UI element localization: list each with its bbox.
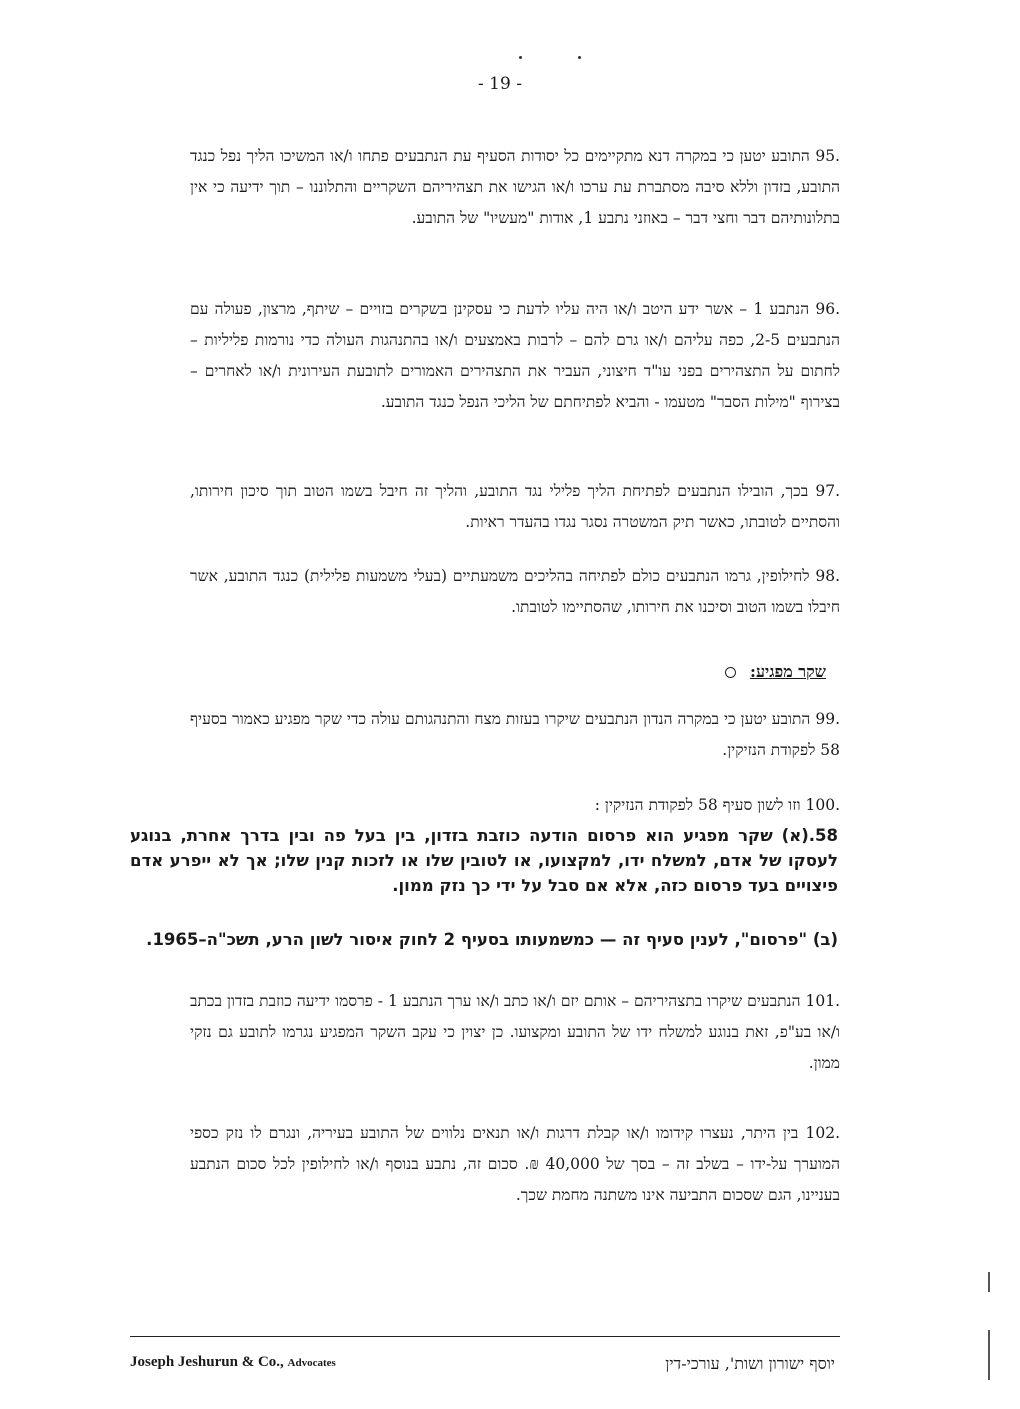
paragraph-99 <box>190 704 840 766</box>
paragraph-text: וזו לשון סעיף 58 לפקודת הנזיקין : <box>594 796 801 814</box>
paragraph-95 <box>190 141 840 234</box>
footer-firm-english <box>130 1354 336 1371</box>
paragraph-101 <box>190 986 840 1079</box>
paragraph-number: 97. <box>815 482 840 500</box>
scan-margin-mark <box>988 1272 990 1292</box>
paragraph-text: בין היתר, נעצרו קידומו ו/או קבלת דרגות ו/או תנאים נלווים של התובע בעיריה, ונגרם לו נזק כספי המוערך על-ידו – בשלב זה – בסך של 40,000 ₪. סכום זה, נתבע בנוסף ו/או לחילופין לכל סכום הנתבע בעניינו, הגם שסכום התביעה אינו משתנה מחמת שכך. <box>190 1124 840 1204</box>
paragraph-102 <box>190 1118 840 1211</box>
footer-firm-suffix: Advocates <box>287 1357 336 1369</box>
paragraph-number: 96. <box>815 300 840 318</box>
bullet-circle-icon <box>725 667 736 678</box>
paragraph-text: התובע יטען כי במקרה דנא מתקיימים כל יסודות הסעיף עת הנתבעים פתחו ו/או המשיכו הליך נפל כנגד התובע, בזדון וללא סיבה מסתברת עת ערכו ו/או הגישו את תצהיריהם השקריים והתלוננו – תוך ידיעה כי אין בתלונותיהם דבר וחצי דבר – באוזני נתבע 1, אודות "מעשיו" של התובע. <box>190 147 840 227</box>
page-number: - 19 - <box>478 74 522 94</box>
paragraph-96 <box>190 294 840 418</box>
footer-firm-name: Joseph Jeshurun & Co., <box>130 1354 284 1370</box>
scan-margin-mark <box>988 1330 990 1380</box>
paragraph-text: התובע יטען כי במקרה הנדון הנתבעים שיקרו בעזות מצח והתנהגותם עולה כדי שקר מפגיע כאמור בסעיף 58 לפקודת הנזיקין. <box>190 710 840 759</box>
quoted-statute-b: (ב) "פרסום", לענין סעיף זה — כמשמעותו בסעיף 2 לחוק איסור לשון הרע, תשכ"ה–1965. <box>146 930 838 949</box>
section-heading <box>725 662 826 682</box>
paragraph-text: הנתבעים שיקרו בתצהיריהם – אותם יזם ו/או כתב ו/או ערך הנתבע 1 - פרסמו ידיעה כוזבת בזדון בכתב ו/או בע"פ, זאת בנוגע למשלח ידו של התובע ומקצועו. כן יצוין כי עקב השקר המפגיע נגרמו לתובע גם נזקי ממון. <box>190 992 840 1072</box>
paragraph-text: בכך, הובילו הנתבעים לפתיחת הליך פלילי נגד התובע, והליך זה חיבל בשמו הטוב תוך סיכון חירותו, והסתיים לטובתו, כאשר תיק המשטרה נסגר נגדו בהעדר ראיות. <box>190 482 840 531</box>
paragraph-97 <box>190 476 840 538</box>
paragraph-number: 99. <box>815 710 840 728</box>
footer-rule <box>130 1336 840 1337</box>
footer-firm-hebrew: יוסף ישורון ושות', עורכי-דין <box>665 1354 835 1373</box>
paragraph-number: 102. <box>805 1124 840 1142</box>
paragraph-number: 100. <box>805 796 840 814</box>
paragraph-number: 98. <box>815 567 840 585</box>
paragraph-number: 95. <box>815 147 840 165</box>
quoted-statute-a: 58.(א) שקר מפגיע הוא פרסום הודעה כוזבת בזדון, בין בעל פה ובין בדרך אחרת, בנוגע לעסקו של אדם, למשלח ידו, למקצועו, או לטובין שלו או לזכות קנין שלו; אך לא ייפרע אדם פיצויים בעד פרסום כזה, אלא אם סבל על ידי כך נזק ממון. <box>130 826 838 895</box>
scan-speck <box>578 56 581 59</box>
section-heading-text: שקר מפגיע: <box>750 662 826 681</box>
paragraph-text: הנתבע 1 – אשר ידע היטב ו/או היה עליו לדעת כי עסקינן בשקרים בזויים – שיתף, מרצון, פעולה עם הנתבעים 2-5, כפה עליהם ו/או גרם להם – לרבות באמצעים ו/או בהתנהגות העולה כדי נורמות פליליות – לחתום על התצהירים בפני עו"ד חיצוני, העביר את התצהירים האמורים לתובעת העירונית ו/או לאחרים – בצירוף "מילות הסבר" מטעמו - והביא לפתיחתם של הליכי הנפל כנגד התובע. <box>190 300 840 411</box>
paragraph-number: 101. <box>805 992 841 1010</box>
scan-speck <box>519 56 522 59</box>
paragraph-98 <box>190 561 840 623</box>
paragraph-text: לחילופין, גרמו הנתבעים כולם לפתיחה בהליכים משמעתיים (בעלי משמעות פלילית) כנגד התובע, אשר חיבלו בשמו הטוב וסיכנו את חירותו, שהסתיימו לטובתו. <box>190 567 840 616</box>
paragraph-100 <box>190 790 840 821</box>
